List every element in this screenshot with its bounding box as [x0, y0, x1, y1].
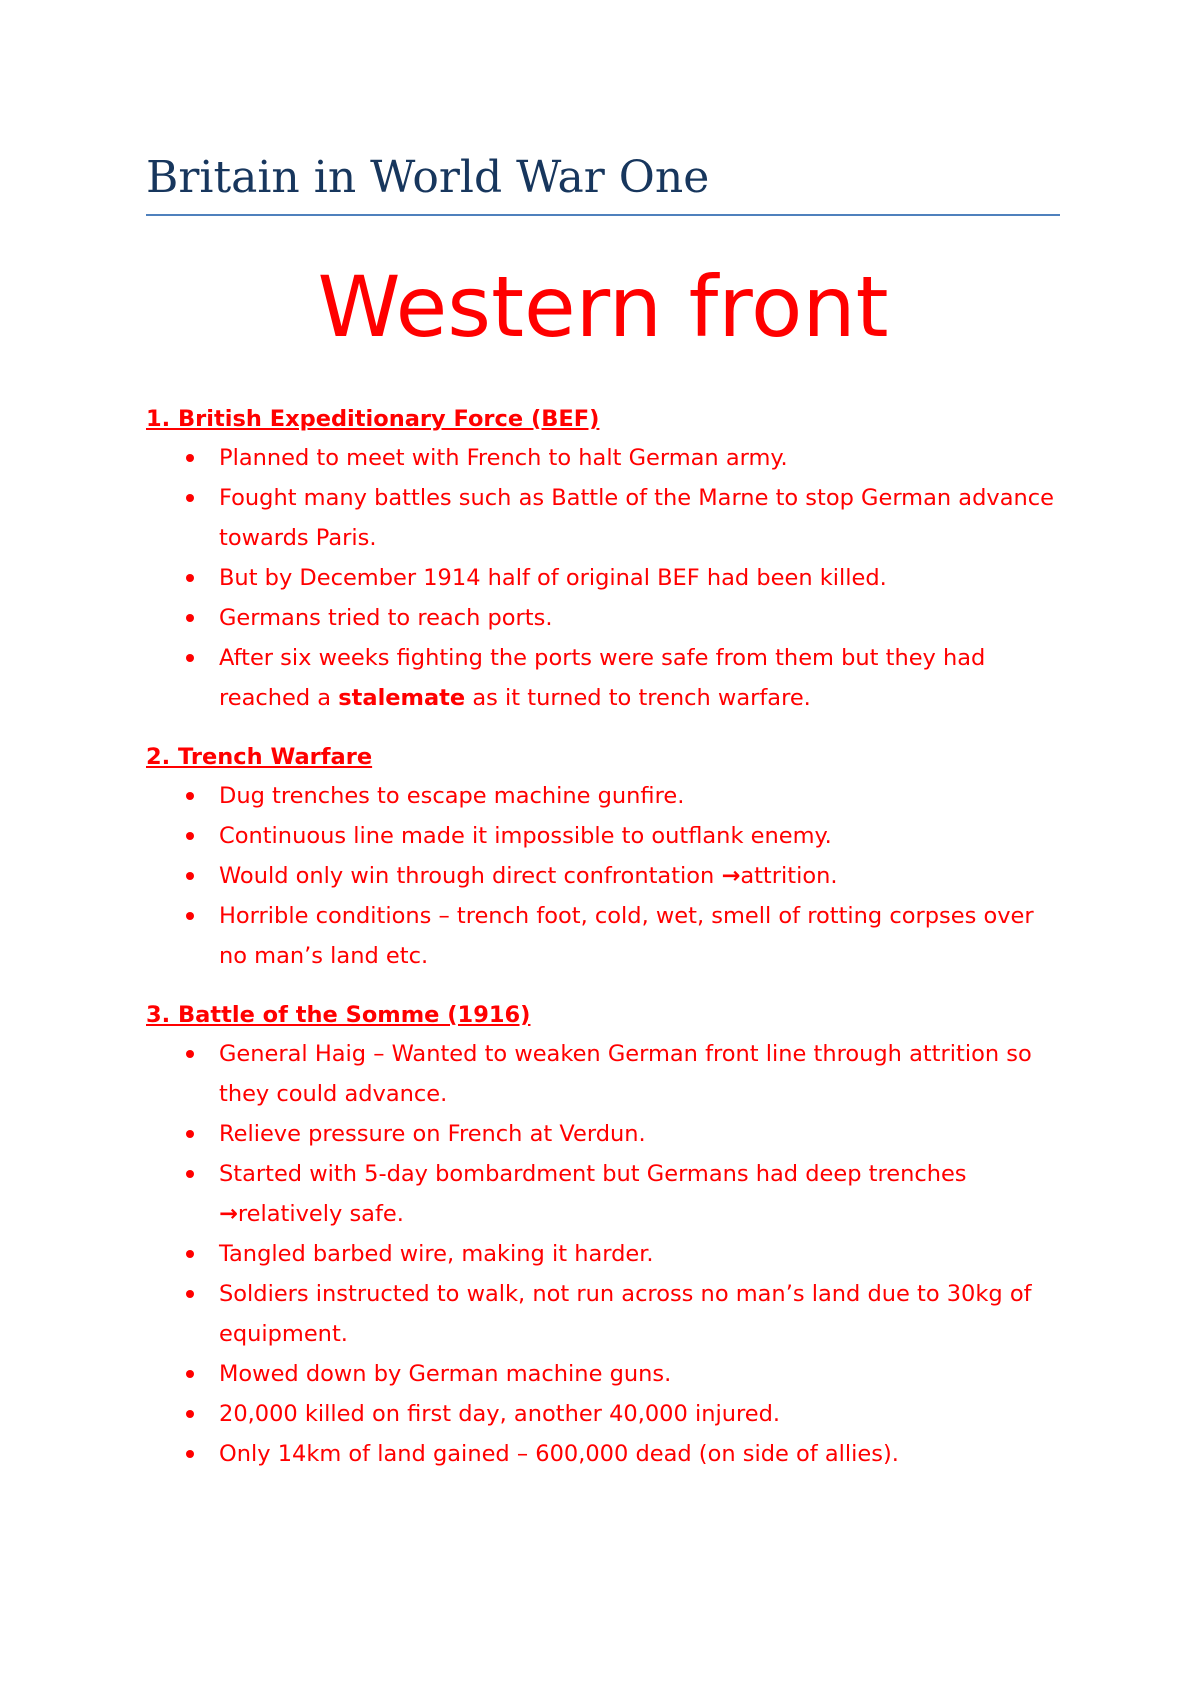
list-item — [146, 1354, 1066, 1394]
bullet-icon — [186, 1450, 194, 1458]
arrow-right-icon: → — [721, 863, 741, 889]
bullet-icon — [186, 574, 194, 582]
emphasis-stalemate: stalemate — [338, 685, 466, 711]
list-item — [146, 638, 1066, 718]
bullet-icon — [186, 1290, 194, 1298]
list-item-text: Planned to meet with French to halt German army. — [219, 445, 788, 471]
bullet-icon — [186, 454, 194, 462]
list-item — [146, 896, 1066, 976]
section-heading-trench-warfare: 2. Trench Warfare — [146, 744, 373, 770]
list-item-text: General Haig – Wanted to weaken German front line through attrition so they could advance. — [219, 1041, 1032, 1107]
list-item-text: as it turned to trench warfare. — [465, 685, 811, 711]
list-item-text: But by December 1914 half of original BEF had been killed. — [219, 565, 887, 591]
list-item-text: Only 14km of land gained – 600,000 dead (on side of allies). — [219, 1441, 899, 1467]
bullet-list-trench-warfare — [146, 776, 1066, 976]
list-item-text: Tangled barbed wire, making it harder. — [219, 1241, 654, 1267]
list-item-text: Relieve pressure on French at Verdun. — [219, 1121, 646, 1147]
list-item — [146, 1234, 1066, 1274]
bullet-icon — [186, 1130, 194, 1138]
list-item-text: Fought many battles such as Battle of the Marne to stop German advance towards Paris. — [219, 485, 1054, 551]
bullet-list-bef — [146, 438, 1066, 718]
list-item — [146, 1274, 1066, 1354]
bullet-icon — [186, 1170, 194, 1178]
list-item-text: 20,000 killed on first day, another 40,000 injured. — [219, 1401, 781, 1427]
list-item — [146, 776, 1066, 816]
list-item — [146, 598, 1066, 638]
list-item — [146, 558, 1066, 598]
list-item-text: Horrible conditions – trench foot, cold, wet, smell of rotting corpses over no man’s land etc. — [219, 903, 1034, 969]
document-title: Britain in World War One — [146, 152, 710, 203]
list-item — [146, 478, 1066, 558]
list-item-text: Started with 5-day bombardment but Germans had deep trenches — [219, 1161, 967, 1187]
section-heading-battle-of-the-somme: 3. Battle of the Somme (1916) — [146, 1002, 531, 1028]
bullet-icon — [186, 1050, 194, 1058]
bullet-icon — [186, 654, 194, 662]
list-item-text: Continuous line made it impossible to outflank enemy. — [219, 823, 832, 849]
list-item-text: Mowed down by German machine guns. — [219, 1361, 672, 1387]
list-item — [146, 856, 1066, 896]
document-subtitle: Western front — [317, 258, 889, 356]
bullet-icon — [186, 614, 194, 622]
list-item-text: Germans tried to reach ports. — [219, 605, 553, 631]
list-item — [146, 1114, 1066, 1154]
list-item-text: attrition. — [740, 863, 838, 889]
bullet-icon — [186, 494, 194, 502]
bullet-icon — [186, 1370, 194, 1378]
section-heading-bef: 1. British Expeditionary Force (BEF) — [146, 406, 600, 432]
bullet-icon — [186, 1410, 194, 1418]
bullet-list-battle-of-the-somme — [146, 1034, 1066, 1474]
list-item — [146, 1434, 1066, 1474]
bullet-icon — [186, 1250, 194, 1258]
list-item-text: Dug trenches to escape machine gunfire. — [219, 783, 685, 809]
title-underline-rule — [146, 214, 1060, 216]
bullet-icon — [186, 912, 194, 920]
list-item-text: relatively safe. — [237, 1201, 404, 1227]
bullet-icon — [186, 792, 194, 800]
document-body — [146, 400, 1066, 1474]
list-item — [146, 816, 1066, 856]
list-item-text: Would only win through direct confrontation — [219, 863, 722, 889]
bullet-icon — [186, 872, 194, 880]
list-item — [146, 1034, 1066, 1114]
arrow-right-icon: → — [219, 1201, 238, 1227]
list-item — [146, 1394, 1066, 1434]
list-item — [146, 438, 1066, 478]
list-item-text: Soldiers instructed to walk, not run across no man’s land due to 30kg of equipment. — [219, 1281, 1032, 1347]
bullet-icon — [186, 832, 194, 840]
list-item — [146, 1154, 1066, 1234]
list-item-text: After six weeks fighting the ports were safe from them but they had reached a — [219, 645, 986, 711]
